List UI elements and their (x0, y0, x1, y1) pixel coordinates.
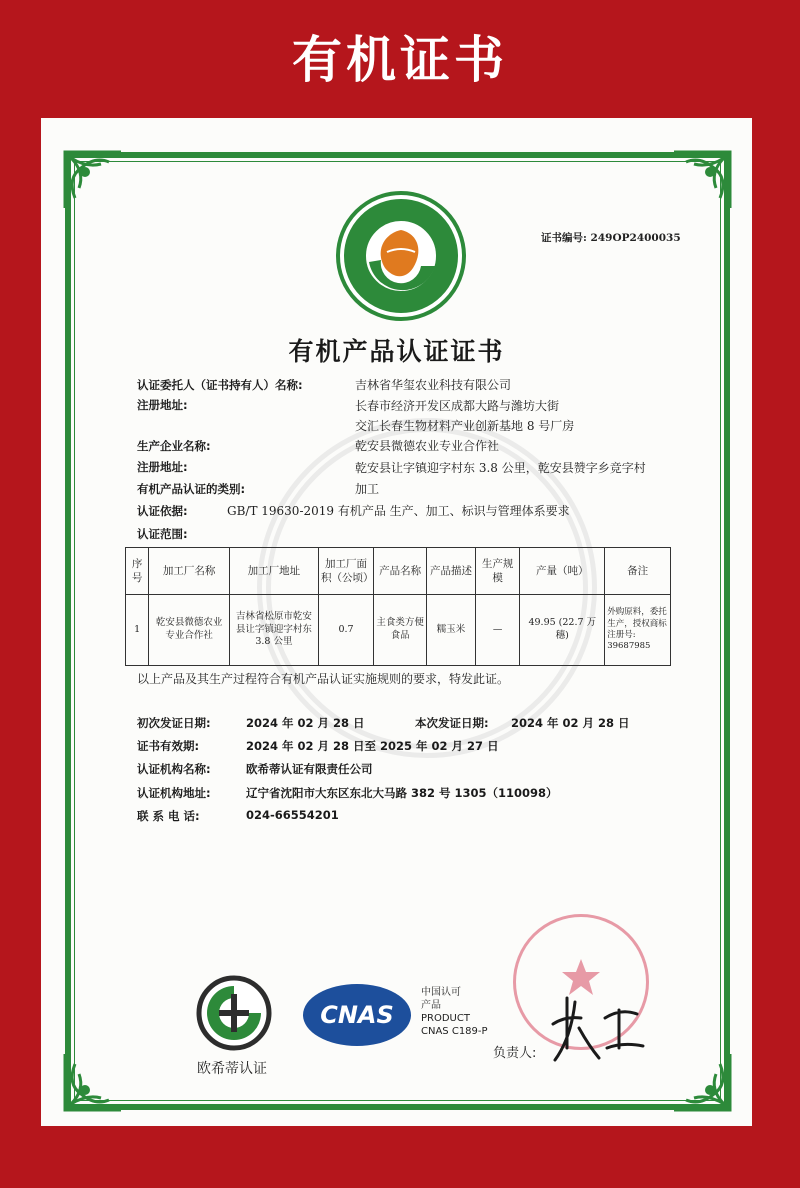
banner-title: 有机证书 (292, 31, 508, 89)
client-address-label: 注册地址: (137, 398, 188, 412)
table-cell-description: 糯玉米 (427, 595, 476, 666)
body-name-label: 认证机构名称: (137, 762, 211, 776)
table-cell-no: 1 (126, 595, 149, 666)
body-address-label: 认证机构地址: (137, 786, 211, 800)
table-header: 加工厂面积（公顷） (318, 548, 373, 595)
validity-value: 2024 年 02 月 28 日至 2025 年 02 月 27 日 (246, 739, 499, 753)
table-row (126, 595, 671, 666)
scope-label: 认证范围: (137, 527, 188, 541)
cnas-line3: PRODUCT (421, 1013, 470, 1024)
producer-name: 乾安县微德农业专业合作社 (355, 439, 500, 453)
first-issue-date: 2024 年 02 月 28 日 (246, 716, 365, 730)
table-cell-output: 49.95 (22.7 万穗) (520, 595, 605, 666)
page-banner (0, 0, 800, 112)
certificate-number-label: 证书编号: (541, 232, 587, 244)
table-header: 产量（吨） (520, 548, 605, 595)
table-cell-product: 主食类方便食品 (374, 595, 427, 666)
basis-value: GB/T 19630-2019 有机产品 生产、加工、标识与管理体系要求 (227, 504, 570, 518)
scope-table (125, 547, 671, 666)
table-header-row (126, 548, 671, 595)
cnas-accreditation-text (421, 986, 488, 1038)
producer-label: 生产企业名称: (137, 439, 211, 453)
phone-value: 024-66554201 (246, 808, 339, 822)
table-cell-address: 吉林省松原市乾安县让字镇迎字村东 3.8 公里 (229, 595, 318, 666)
category-value: 加工 (355, 482, 380, 496)
certificate-title: 有机产品认证证书 (288, 337, 505, 366)
producer-address-label: 注册地址: (137, 460, 188, 474)
basis-label: 认证依据: (137, 504, 188, 518)
cnas-mark-text: CNAS (320, 1001, 394, 1029)
first-issue-label: 初次发证日期: (137, 716, 211, 730)
table-header: 产品名称 (374, 548, 427, 595)
table-cell-area: 0.7 (318, 595, 373, 666)
body-address-value: 辽宁省沈阳市大东区东北大马路 382 号 1305（110098） (246, 786, 558, 800)
corner-ornament-icon (670, 148, 734, 212)
cnas-line2: 产品 (421, 1000, 441, 1011)
body-name-value: 欧希蒂认证有限责任公司 (246, 762, 373, 776)
table-header: 加工厂地址 (229, 548, 318, 595)
certificate-paper (41, 118, 752, 1126)
table-header: 备注 (605, 548, 671, 595)
client-name: 吉林省华玺农业科技有限公司 (355, 378, 512, 392)
organic-product-logo-icon (335, 190, 467, 322)
producer-address: 乾安县让字镇迎字村东 3.8 公里，乾安县赞字乡竞字村 (355, 461, 646, 475)
table-cell-scale: — (475, 595, 520, 666)
table-cell-factory: 乾安县微德农业专业合作社 (149, 595, 230, 666)
corner-ornament-icon (61, 1050, 125, 1114)
client-address-line1: 长春市经济开发区成都大路与潍坊大街 (355, 399, 560, 413)
corner-ornament-icon (61, 148, 125, 212)
table-cell-note: 外购原料，委托生产，授权商标注册号: 39687985 (605, 595, 671, 666)
certificate-number-value: 249OP2400035 (590, 232, 681, 244)
corner-ornament-icon (670, 1050, 734, 1114)
certificate-number (541, 230, 681, 245)
conformity-statement: 以上产品及其生产过程符合有机产品认证实施规则的要求，特发此证。 (137, 672, 510, 686)
table-header: 生产规模 (475, 548, 520, 595)
client-address-line2: 交汇长春生物材料产业创新基地 8 号厂房 (355, 419, 575, 433)
cnas-logo-icon (303, 984, 411, 1046)
this-issue-label: 本次发证日期: (415, 716, 489, 730)
cnas-line1: 中国认可 (421, 987, 461, 998)
phone-label: 联 系 电 话: (137, 809, 200, 823)
ocia-logo-caption: 欧希蒂认证 (197, 1061, 267, 1077)
signatory-label: 负责人: (493, 1046, 537, 1061)
category-label: 有机产品认证的类别: (137, 482, 246, 496)
handwritten-signature (545, 988, 649, 1068)
validity-label: 证书有效期: (137, 739, 200, 753)
table-header: 加工厂名称 (149, 548, 230, 595)
this-issue-date: 2024 年 02 月 28 日 (511, 716, 630, 730)
ocia-logo-icon (195, 974, 273, 1052)
table-header: 产品描述 (427, 548, 476, 595)
client-label: 认证委托人（证书持有人）名称: (137, 378, 303, 392)
cnas-line4: CNAS C189-P (421, 1026, 488, 1037)
table-header: 序号 (126, 548, 149, 595)
